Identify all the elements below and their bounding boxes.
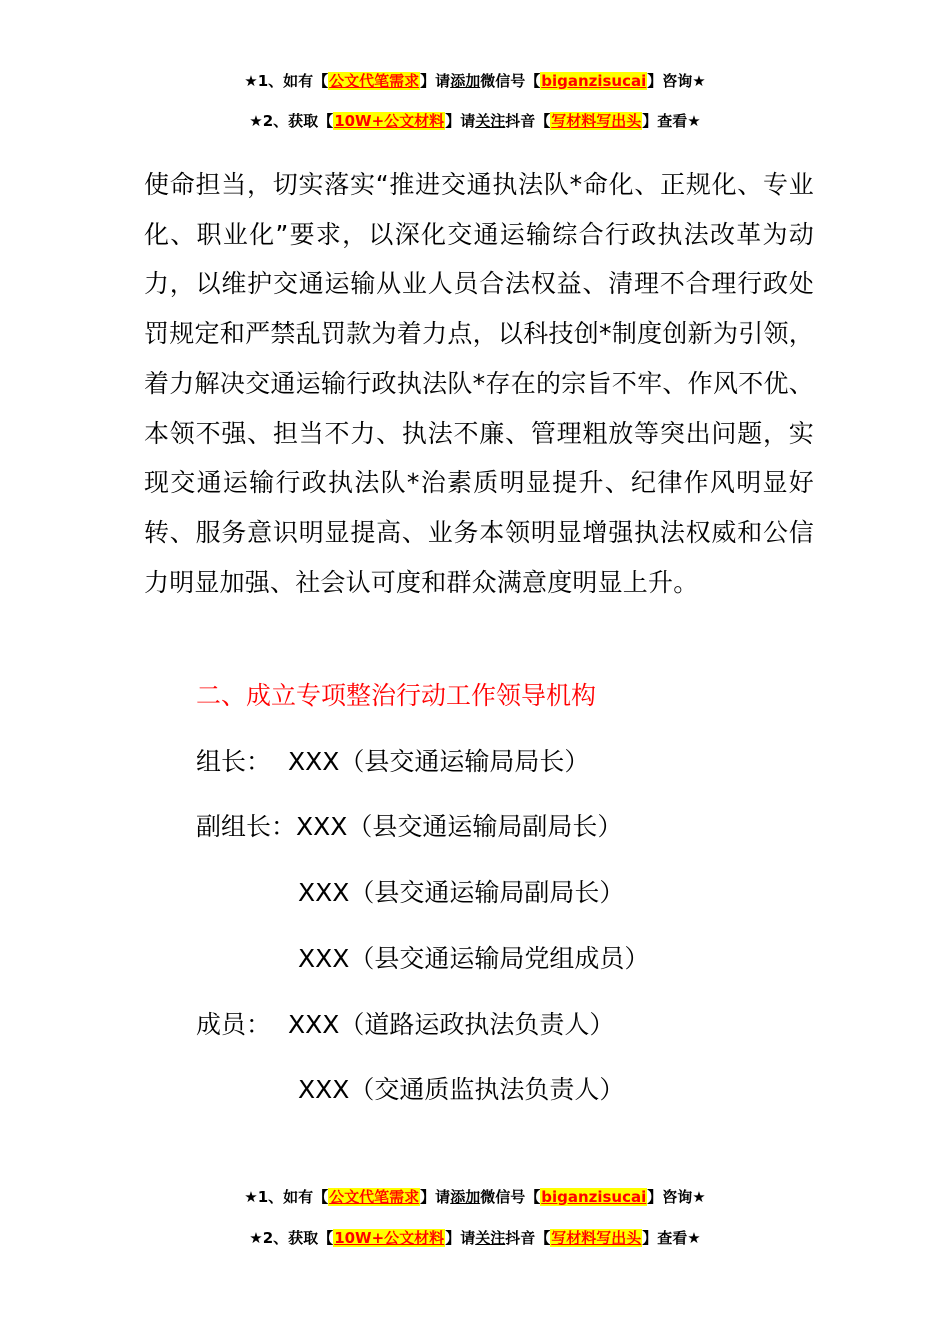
leader-name: XXX（县交通运输局局长）: [288, 747, 590, 776]
promo-line-2-top: [0, 110, 950, 132]
deputy-role-label: 副组长：: [196, 812, 297, 841]
member-row: [298, 1070, 624, 1110]
leader-row: [196, 742, 589, 782]
leader-role-label: 组长：: [196, 747, 272, 776]
promo-underlined: 关注: [475, 112, 506, 130]
promo-suffix: 】咨询★: [647, 72, 706, 90]
promo-text: 】请: [445, 112, 476, 130]
promo-text: 】请: [445, 1229, 476, 1247]
promo-highlight: 10W+公文材料: [334, 1229, 445, 1247]
member-row: [196, 1005, 614, 1045]
promo-text: 微信号【: [480, 1188, 541, 1206]
deputy-row: [298, 873, 624, 913]
member-name-1: XXX（道路运政执法负责人）: [288, 1010, 615, 1039]
member-name-2: XXX（交通质监执法负责人）: [298, 1075, 625, 1104]
promo-douyin-id: 写材料写出头: [551, 1229, 642, 1247]
section-title: 二、成立专项整治行动工作领导机构: [196, 681, 597, 710]
promo-underlined: 添加: [450, 1188, 481, 1206]
promo-line-1-top: [0, 70, 950, 92]
promo-text: 】请: [420, 72, 451, 90]
deputy-name-2: XXX（县交通运输局副局长）: [298, 878, 625, 907]
promo-text: 微信号【: [480, 72, 541, 90]
body-paragraph: 使命担当，切实落实“推进交通执法队*命化、正规化、专业化、职业化”要求，以深化交通运输综合行政执法改革为动力，以维护交通运输从业人员合法权益、清理不合理行政处罚规定和严禁乱罚款为着力点，以科技创*制度创新为引领，着力解决交通运输行政执法队*存在的宗旨不牢、作风不优、本领不强、担当不力、执法不廉、管理粗放等突出问题，实现交通运输行政执法队*治素质明显提升、纪律作风明显好转、服务意识明显提高、业务本领明显增强执法权威和公信力明显加强、社会认可度和群众满意度明显上升。: [144, 170, 814, 597]
promo-wechat-id: biganzisucai: [541, 1188, 647, 1206]
deputy-name-1: XXX（县交通运输局副局长）: [296, 812, 623, 841]
promo-text: 】请: [420, 1188, 451, 1206]
promo-text: 抖音【: [505, 112, 551, 130]
promo-suffix: 】查看★: [642, 112, 701, 130]
promo-wechat-id: biganzisucai: [541, 72, 647, 90]
promo-underlined: 添加: [450, 72, 481, 90]
promo-line-1-bottom: [0, 1186, 950, 1208]
promo-prefix: ★1、如有【: [244, 1188, 329, 1206]
promo-text: 抖音【: [505, 1229, 551, 1247]
promo-douyin-id: 写材料写出头: [551, 112, 642, 130]
promo-suffix: 】咨询★: [647, 1188, 706, 1206]
promo-underlined: 关注: [475, 1229, 506, 1247]
promo-highlight: 公文代笔需求: [329, 1188, 420, 1206]
promo-suffix: 】查看★: [642, 1229, 701, 1247]
promo-highlight: 公文代笔需求: [329, 72, 420, 90]
promo-prefix: ★2、获取【: [249, 112, 334, 130]
deputy-row: [298, 939, 649, 979]
promo-highlight: 10W+公文材料: [334, 112, 445, 130]
member-role-label: 成员：: [196, 1010, 272, 1039]
deputy-row: [196, 807, 622, 847]
deputy-name-3: XXX（县交通运输局党组成员）: [298, 944, 650, 973]
promo-line-2-bottom: [0, 1227, 950, 1249]
promo-prefix: ★1、如有【: [244, 72, 329, 90]
promo-prefix: ★2、获取【: [249, 1229, 334, 1247]
